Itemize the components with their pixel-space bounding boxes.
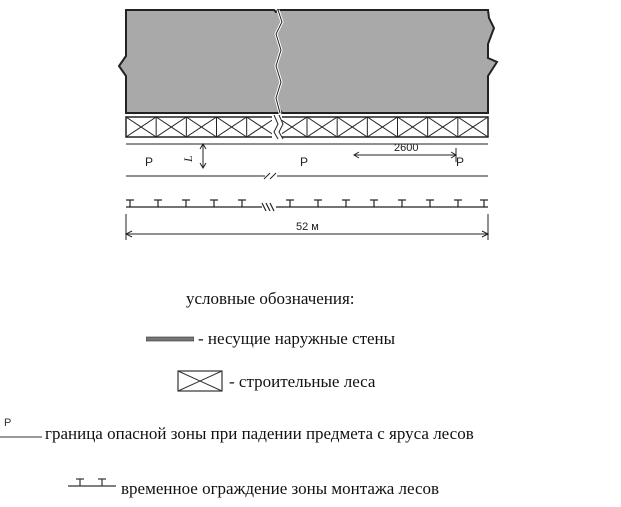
wall-line-symbol xyxy=(146,334,194,344)
spacing-label: 2600 xyxy=(394,142,419,154)
legend-item-walls: - несущие наружные стены xyxy=(198,329,396,348)
danger-flag-2 xyxy=(300,155,308,169)
offset-dimension xyxy=(200,144,206,168)
building-walls xyxy=(119,10,497,113)
temporary-fence xyxy=(126,200,488,211)
scaffolding-strip xyxy=(126,114,488,140)
legend-item-scaffold: - строительные леса xyxy=(229,372,376,391)
svg-text:Р: Р xyxy=(4,417,12,429)
legend-title: условные обозначения: xyxy=(186,289,355,308)
svg-text:Р: Р xyxy=(456,155,465,169)
svg-text:Р: Р xyxy=(145,155,154,169)
svg-text:Р: Р xyxy=(300,155,309,169)
danger-flag-symbol xyxy=(0,414,42,440)
scaffold-box-symbol xyxy=(177,370,223,392)
temp-fence-symbol xyxy=(66,476,118,490)
offset-label: L xyxy=(181,155,195,162)
legend-item-danger-zone: граница опасной зоны при падении предмета с яруса лесов xyxy=(45,424,474,443)
danger-flag-3 xyxy=(456,155,464,169)
danger-flag-1 xyxy=(145,155,153,169)
length-label: 52 м xyxy=(296,221,319,233)
legend-item-temp-fence: временное ограждение зоны монтажа лесов xyxy=(121,479,440,498)
